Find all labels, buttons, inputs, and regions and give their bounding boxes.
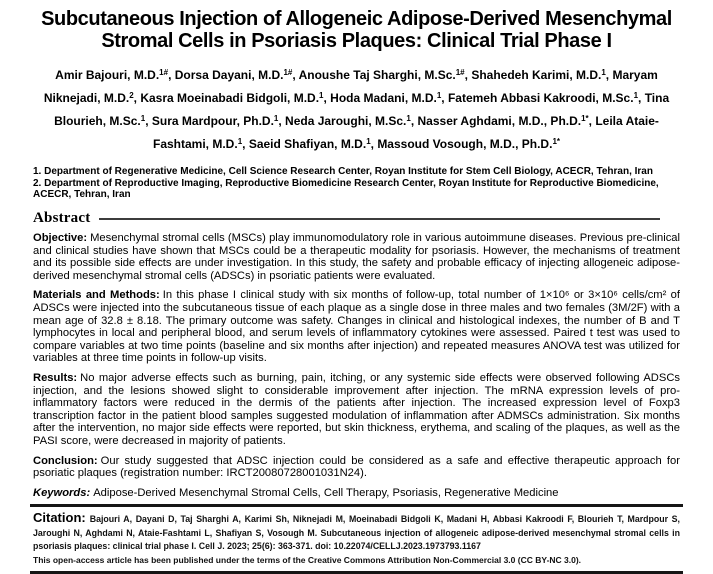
section-conclusion-label: Conclusion: <box>33 454 98 467</box>
author-superscript: 1 <box>601 68 606 77</box>
affiliation: 2. Department of Reproductive Imaging, Reproductive Biomedicine Research Center, Royan Institute for Reproductive Biomedicine, ACECR, Tehran, Iran <box>33 177 659 201</box>
author: Anoushe Taj Sharghi, M.Sc.$^{1\#}$, <box>298 68 472 82</box>
section-results <box>33 372 680 448</box>
section-objective-text: Mesenchymal stromal cells (MSCs) play immunomodulatory role in various autoimmune diseases. Previous pre-clinical and clinical studies have shown that MSCs could be a therapeutic modality for psoriasis. However, the mechanisms of treatment and its possible side effects are under investigation. In this study, the safety and probable efficacy of injecting allogeneic adipose-derived mesenchymal stromal cells (ADSCs) in psoriatic patients were evaluated. <box>33 232 680 282</box>
bottom-rule <box>30 571 683 574</box>
paper-title-line2: Stromal Cells in Psoriasis Plaques: Clinical Trial Phase I <box>101 30 612 52</box>
author: Fatemeh Abbasi Kakroodi, M.Sc.$^1$, <box>447 91 645 105</box>
author: Sura Mardpour, Ph.D.$^1$, <box>151 114 286 128</box>
affiliation: 1. Department of Regenerative Medicine, Cell Science Research Center, Royan Institute for Stem Cell Biology, ACECR, Tehran, Iran <box>33 166 653 177</box>
author: Kasra Moeinabadi Bidgoli, M.D.$^1$, <box>140 91 331 105</box>
author: Tina Blourieh, M.Sc.$^1$, <box>54 91 670 128</box>
author-superscript: 1 <box>319 91 324 100</box>
abstract-heading-rule <box>99 218 660 220</box>
section-keywords-label: Keywords: <box>33 486 91 499</box>
author-superscript: 1 <box>633 91 639 100</box>
abstract-body <box>33 232 680 499</box>
citation-divider-rule <box>30 504 683 507</box>
author-superscript: 1 <box>273 114 279 123</box>
authors-line <box>38 64 675 156</box>
author: Amir Bajouri, M.D.$^{1\#}$, <box>55 68 175 82</box>
section-objective <box>33 232 680 282</box>
author-superscript: 1 <box>436 91 442 100</box>
author-superscript: 2 <box>129 91 134 100</box>
paper-title-line1: Subcutaneous Injection of Allogeneic Adipose-Derived Mesenchymal <box>41 8 672 30</box>
citation-text: Bajouri A, Dayani D, Taj Sharghi A, Karimi Sh, Niknejadi M, Moeinabadi Bidgoli K, Madani H, Abbasi Kakroodi F, Blourieh T, Mardpour S, Jaroughi N, Aghdami N, Ataie-Fashtami L, Shafiyan S, Vosough M. Subcutaneous injection of allogeneic adipose-derived mesenchymal stromal cells in psoriasis plaques: clinical trial phase I. Cell J. 2023; 25(6): 363-371. doi: 10.22074/CELLJ.2023.1973793.1167 <box>33 514 680 552</box>
abstract-heading: Abstract <box>33 210 91 227</box>
abstract-heading-row <box>33 210 680 227</box>
citation-block <box>33 511 680 554</box>
citation-label: Citation: <box>33 510 86 526</box>
section-conclusion-text: Our study suggested that ADSC injection could be considered as a safe and effective therapeutic approach for psoriatic plaques (registration number: IRCT20080728001031N24). <box>33 454 680 480</box>
author-superscript: 1# <box>455 68 465 77</box>
author: Neda Jaroughi, M.Sc.$^1$, <box>285 114 418 128</box>
author: Maryam Niknejadi, M.D.$^2$, <box>43 68 658 105</box>
author: Nasser Aghdami, M.D., Ph.D.$^{1*}$, <box>417 114 596 128</box>
author-superscript: 1 <box>140 114 146 123</box>
author-superscript: 1 <box>237 137 243 146</box>
author-superscript: 1 <box>366 137 371 146</box>
paper-title <box>30 8 683 52</box>
affiliations <box>33 166 680 201</box>
section-materials-methods <box>33 289 680 365</box>
section-results-text: No major adverse effects such as burning, pain, itching, or any systemic side effects were observed following ADSCs injection, and the lesions showed slight to considerable improvement after injection. The mRNA expression levels of pro-inflammatory factors were reduced in the dermis of the patients after injection. The increased expression level of Foxp3 transcription factor in the patient blood samples suggested modulation of inflammation after ADMSCs administration. Six months after the intervention, no major side effects were reported, but skin thickness, erythema, and scaling of the plaques, as well as the PASI score, were decreased in majority of patients. <box>33 372 680 448</box>
author: Hoda Madani, M.D.$^1$, <box>330 91 448 105</box>
license-note: This open-access article has been published under the terms of the Creative Commons Attribution Non-Commercial 3.0 (CC BY-NC 3.0). <box>33 554 582 565</box>
section-conclusion <box>33 455 680 480</box>
author: Massoud Vosough, M.D., Ph.D.$^{1*}$ <box>377 137 560 151</box>
author: Leila Ataie-Fashtami, M.D.$^1$, <box>153 114 659 151</box>
section-objective-label: Objective: <box>33 232 88 245</box>
section-materials-methods-label: Materials and Methods: <box>33 289 160 302</box>
author-superscript: 1# <box>283 68 293 77</box>
author: Dorsa Dayani, M.D.$^{1\#}$, <box>174 68 299 82</box>
author-superscript: 1# <box>159 68 169 77</box>
section-keywords-text: Adipose-Derived Mesenchymal Stromal Cells, Cell Therapy, Psoriasis, Regenerative Medicine <box>93 486 559 499</box>
section-results-label: Results: <box>33 372 78 385</box>
author: Shahedeh Karimi, M.D.$^1$, <box>471 68 613 82</box>
author: Saeid Shafiyan, M.D.$^1$, <box>248 137 378 151</box>
section-keywords <box>33 487 680 500</box>
author-superscript: 1* <box>581 114 589 123</box>
author-superscript: 1* <box>552 137 560 146</box>
section-materials-methods-text: In this phase I clinical study with six months of follow-up, total number of 1×10⁶ or 3×10⁶ cells/cm² of ADSCs were injected into the subcutaneous tissue of each plaque as a single dose in three males and two females (3M/2F) with a mean age of 32.8 ± 8.18. The primary outcome was safety. Changes in clinical and histological indexes, the number of B and T lymphocytes in local and peripheral blood, and serum levels of inflammatory cytokines were assessed. Paired t test was used to compare variables at two time points (baseline and six months after injection) and repeated measures ANOVA test was utilized for variables at three time points in follow-up visits. <box>33 289 680 365</box>
author-superscript: 1 <box>406 114 411 123</box>
